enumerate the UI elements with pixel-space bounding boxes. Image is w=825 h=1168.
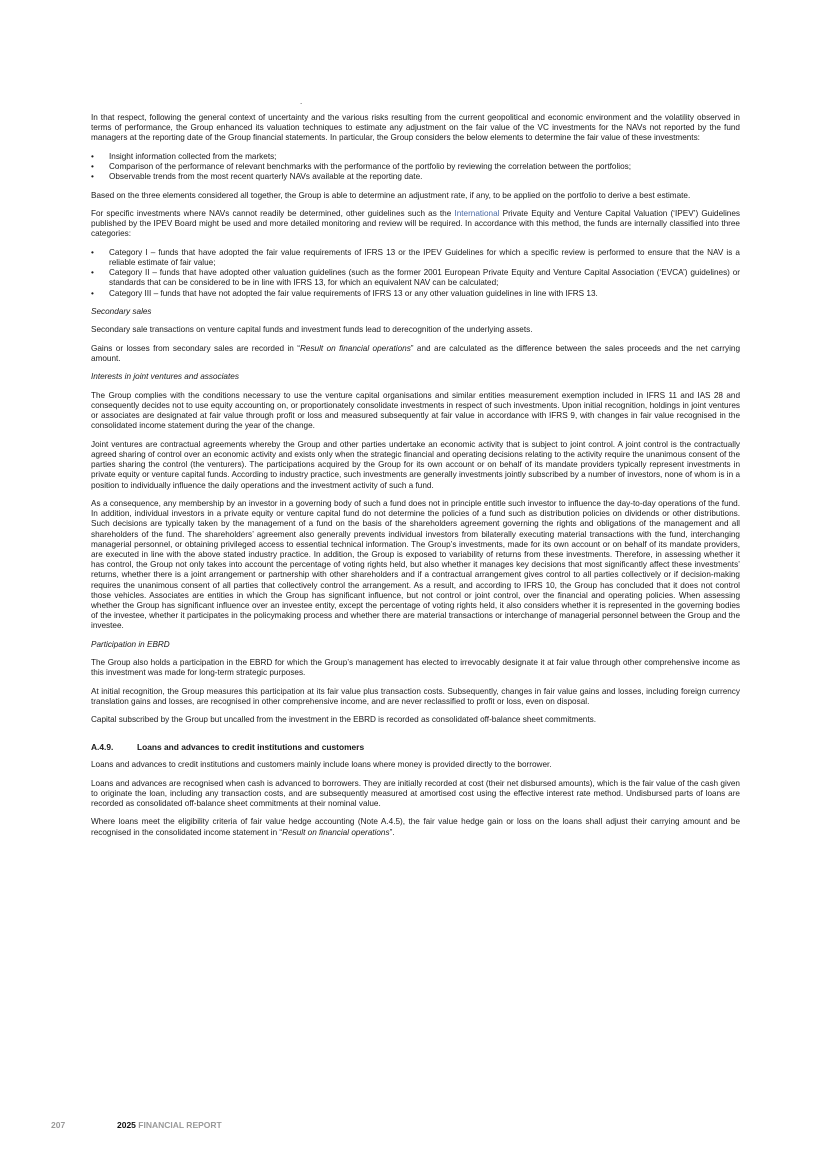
intro-paragraph: In that respect, following the general context of uncertainty and the various risks resulting from the current geopolitical and economic environment and the volatility observed in terms of performance, the Group enhanced its valuation techniques to estimate any adjustment on the fair value of the VC investments for the NAVs not reported by the fund managers at the reporting date of the Group financial statements. In particular, the Group considers the below elements to determine the fair value of these investments:	[91, 113, 740, 143]
insight-list	[91, 152, 740, 183]
list-item: • Category I – funds that have adopted the fair value requirements of IFRS 13 or the IPEV Guidelines for which a specific review is performed to ensure that the NAV is a reliable estimate of fair value;	[91, 248, 740, 268]
adjustment-paragraph: Based on the three elements considered all together, the Group is able to determine an adjustment rate, if any, to be applied on the portfolio to derive a best estimate.	[91, 190, 691, 200]
ipev-text-end: Private Equity and Venture Capital Valuation (‘IPEV’) Guidelines published by the IPEV Board might be used and more detailed monitoring and review will be required. In accordance with this method, the funds are internally classified into three categories:	[91, 208, 741, 239]
ebrd-paragraph-1: The Group also holds a participation in the EBRD for which the Group’s management has elected to irrevocably designate it at fair value through other comprehensive income as this investment was made for long-term strategic purposes.	[91, 658, 740, 678]
report-label	[117, 1120, 222, 1130]
list-item: • Comparison of the performance of relevant benchmarks with the performance of the portfolio by reviewing the correlation between the portfolios;	[91, 162, 740, 172]
ipev-paragraph	[91, 209, 740, 240]
ebrd-heading: Participation in EBRD	[91, 639, 170, 649]
ebrd-paragraph-3: Capital subscribed by the Group but uncalled from the investment in the EBRD is recorded as consolidated off-balance sheet commitments.	[91, 715, 597, 725]
loans-paragraph-2: Loans and advances are recognised when cash is advanced to borrowers. They are initially recorded at cost (their net disbursed amounts), which is the fair value of the cash given to originate the loan, including any transaction costs, and are subsequently measured at amortised cost using the effective interest rate method. Undisbursed parts of loans are recorded as consolidated off-balance sheet commitments at their nominal value.	[91, 778, 740, 809]
section-title: Loans and advances to credit institutions and customers	[137, 741, 365, 752]
secondary-gains-paragraph	[91, 344, 740, 364]
text-start: Gains or losses from secondary sales are recorded in “	[91, 343, 300, 353]
text-end: ”.	[389, 827, 395, 837]
emphasis-text: Result on financial operations	[300, 343, 411, 353]
list-item: • Category II – funds that have adopted other valuation guidelines (such as the former 2001 European Private Equity and Venture Capital Association (‘EVCA’) guidelines) or standards that can be considered to be in line with IFRS 13, for which an equivalent NAV can be calculated;	[91, 268, 740, 288]
page-number: 207	[51, 1120, 66, 1130]
category-list	[91, 248, 740, 299]
report-name: FINANCIAL REPORT	[138, 1120, 222, 1130]
report-year: 2025	[117, 1120, 136, 1130]
page-footer	[0, 1120, 825, 1134]
joint-paragraph-2: Joint ventures are contractual agreements whereby the Group and other parties undertake an economic activity that is subject to joint control. A joint control is the contractually agreed sharing of control over an economic activity and exists only when the strategic financial and operating decisions relating to the activity require the unanimous consent of the parties sharing the control (the venturers). The participations acquired by the Group for its own account or on behalf of its mandate providers typically represent investments in private equity or venture capital funds. According to industry practice, such investments are generally investments jointly subscribed by a number of investors, none of whom is in a position to individually influence the daily operations and the investment activity of such a fund.	[91, 439, 740, 490]
joint-ventures-heading: Interests in joint ventures and associates	[91, 372, 239, 382]
loans-paragraph-1: Loans and advances to credit institutions and customers mainly include loans where money is provided directly to the borrower.	[91, 760, 552, 770]
joint-paragraph-3: As a consequence, any membership by an investor in a governing body of such a fund does not in principle entitle such investor to influence the day-to-day operations of the fund. In addition, individual investors in a private equity or venture capital fund do not determine the policies of a fund such as distribution policies on dividends or other distributions. Such decisions are typically taken by the management of a fund on the basis of the shareholders agreement governing the rights and obligations of the management and all shareholders of the fund. The shareholders’ agreement also generally prevents individual investors from bilaterally executing material transactions with the fund, interchanging managerial personnel, or obtaining privileged access to essential technical information. The Group’s investments, made for its own account or on behalf of its mandate providers, are executed in line with the above stated industry practice. In addition, the Group is exposed to variability of returns from these investments. Therefore, in assessing whether it has control, the Group not only takes into account the percentage of voting rights held, but also whether it manages key decisions that most significantly affect these investments’ returns, whether there is a joint arrangement or partnership with other shareholders and if a contractual arrangement gives control to all parties collectively or if decision-making requires the unanimous consent of all parties that collectively control the arrangement. As a result, and according to IFRS 10, the Group has concluded that it does not control those vehicles. Associates are entities in which the Group has significant influence, but not control or joint control, over the financial and operating policies. When assessing whether the Group has significant influence over an investee entity, except the percentage of voting rights held, it also considers whether it is represented in the governing bodies of the investee, whether it participates in the policymaking process and whether there are material transactions or interchange of managerial personnel between the Group and the investee.	[91, 498, 740, 631]
secondary-paragraph: Secondary sale transactions on venture capital funds and investment funds lead to derecognition of the underlying assets.	[91, 325, 533, 335]
list-item: • Insight information collected from the markets;	[91, 152, 740, 162]
ipev-highlight: International	[454, 208, 500, 218]
stray-mark: .	[300, 97, 303, 106]
text-start: Where loans meet the eligibility criteria of fair value hedge accounting (Note A.4.5), the fair value hedge gain or loss on the loans shall adjust their carrying amount and be recognised in the consolidated income statement in “	[91, 817, 740, 837]
section-number: A.4.9.	[91, 741, 114, 752]
list-item: • Observable trends from the most recent quarterly NAVs available at the reporting date.	[91, 172, 740, 182]
page-content	[91, 113, 740, 846]
ipev-text-start: For specific investments where NAVs cannot readily be determined, other guidelines such as the	[91, 208, 455, 218]
loans-paragraph-3	[91, 817, 740, 837]
emphasis-text: Result on financial operations	[282, 827, 390, 837]
text-end: ” and are calculated as the difference between the sales proceeds and the net carrying amount.	[91, 343, 741, 363]
ebrd-paragraph-2: At initial recognition, the Group measures this participation at its fair value plus transaction costs. Subsequently, changes in fair value gains and losses, including foreign currency translation gains and losses, are recognised in other comprehensive income, and are never reclassified to profit or loss, even on disposal.	[91, 686, 740, 706]
section-heading	[91, 742, 740, 752]
list-item: • Category III – funds that have not adopted the fair value requirements of IFRS 13 or any other valuation guidelines in line with IFRS 13.	[91, 289, 740, 299]
secondary-sales-heading: Secondary sales	[91, 306, 152, 316]
joint-paragraph-1: The Group complies with the conditions necessary to use the venture capital organisations and similar entities measurement exemption included in IFRS 11 and IAS 28 and consequently decides not to use equity accounting on, or proportionately consolidate investments in respect of such investments. Upon initial recognition, holdings in joint ventures or associates are designated at fair value through profit or loss and measured subsequently at fair value in accordance with IFRS 9, with changes in fair value recognised in the consolidated income statement during the year of the change.	[91, 390, 740, 431]
